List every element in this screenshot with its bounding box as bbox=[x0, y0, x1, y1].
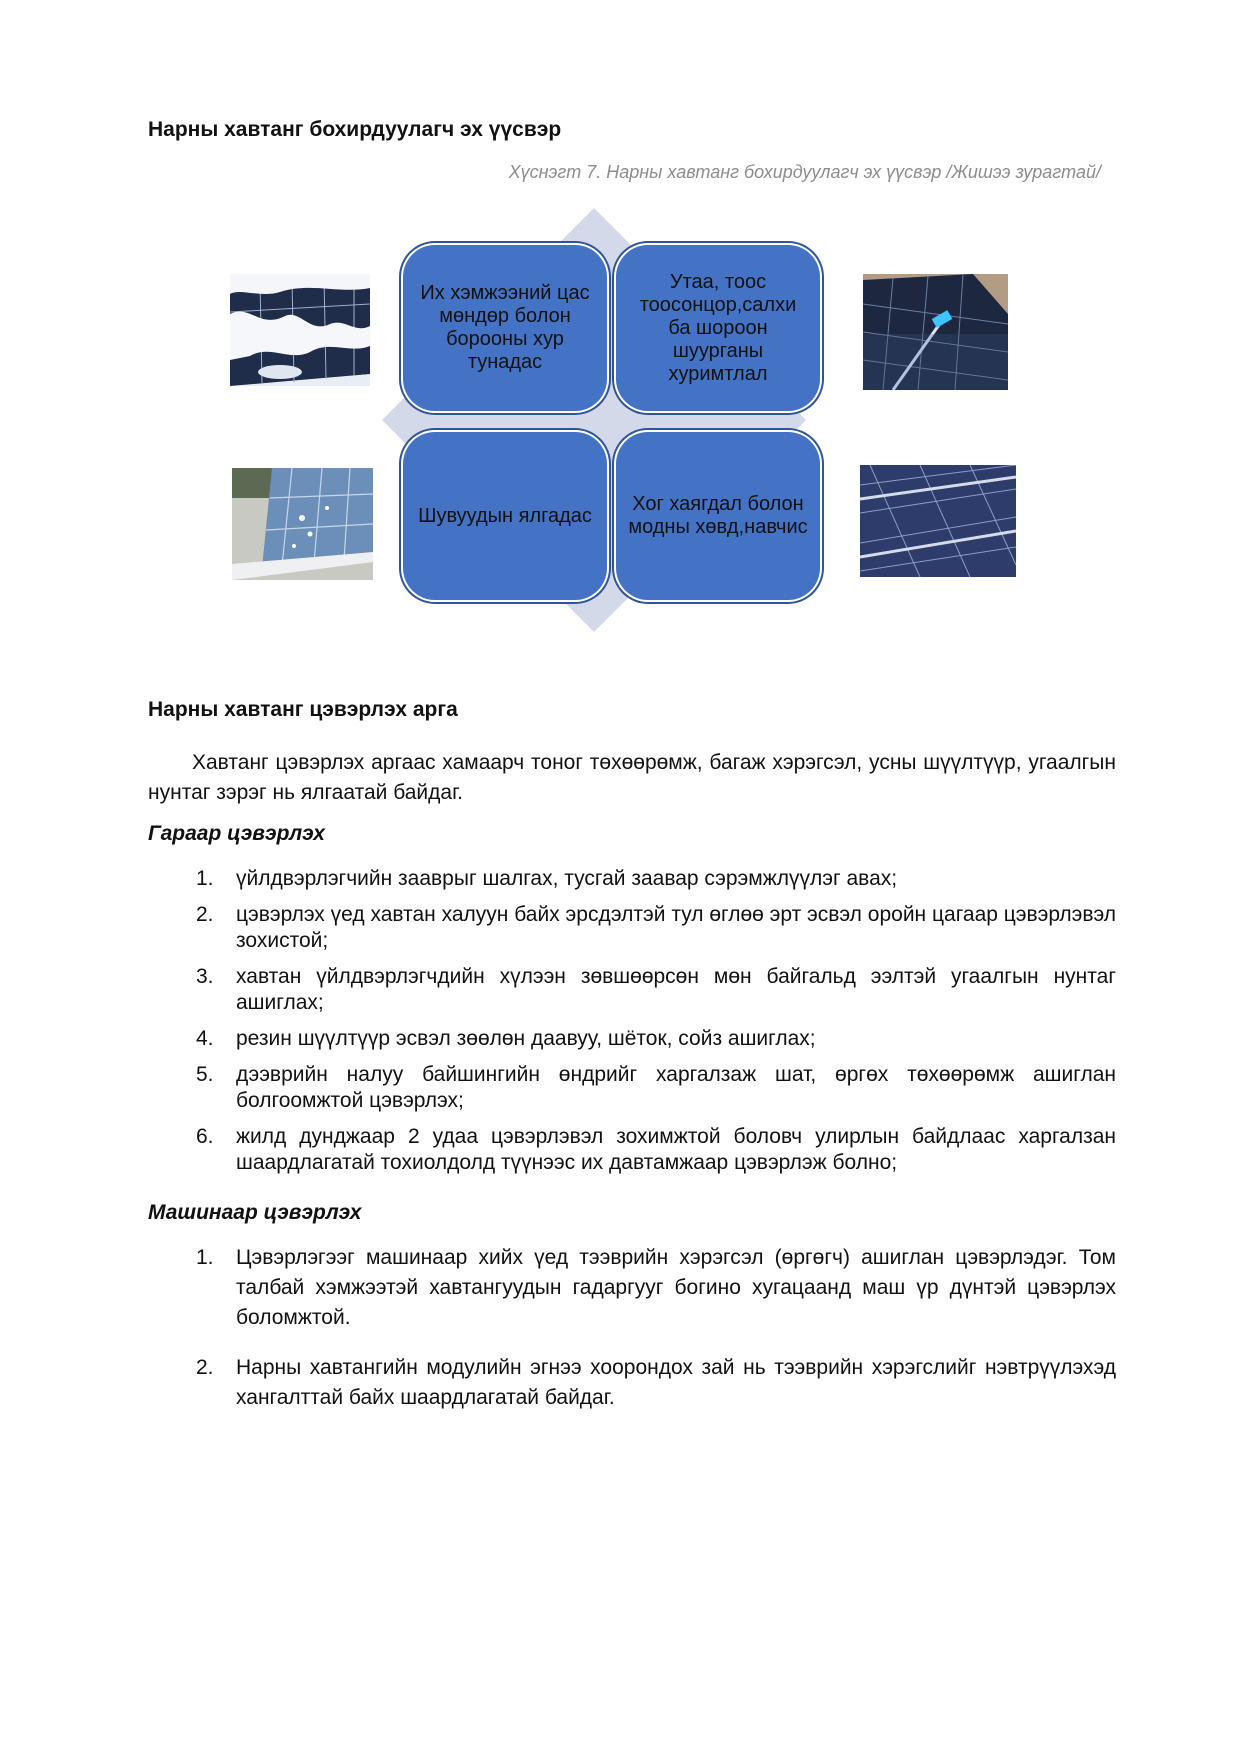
cleaning-brush-panel-photo bbox=[863, 274, 1008, 390]
diagram-box-dust-smoke: Утаа, тоос тоосонцор,салхи ба шороон шуурганы хуримтлал bbox=[616, 245, 820, 411]
bird-droppings-panel-photo bbox=[232, 468, 373, 580]
section-heading-cleaning-methods: Нарны хавтанг цэвэрлэх арга bbox=[148, 698, 458, 721]
table-caption: Хүснэгт 7. Нарны хавтанг бохирдуулагч эх үүсвэр /Жишээ зурагтай/ bbox=[508, 162, 1101, 182]
intro-paragraph: Хавтанг цэвэрлэх аргаас хамаарч тоног төхөөрөмж, багаж хэрэгсэл, усны шүүлтүүр, угаалгын нунтаг зэрэг нь ялгаатай байдаг. bbox=[148, 751, 1116, 804]
machine-cleaning-list bbox=[148, 1243, 1116, 1433]
list-item: 6. жилд дунджаар 2 удаа цэвэрлэвэл зохимжтой боловч улирлын байдлаас харгалзан шаардлагатай тохиолдолд түүнээс их давтамжаар цэвэрлэж болно; bbox=[196, 1125, 1116, 1174]
manual-cleaning-heading: Гараар цэвэрлэх bbox=[148, 822, 325, 845]
list-item: 2. Нарны хавтангийн модулийн эгнээ хоорондох зай нь тээврийн хэрэгслийг нэвтрүүлэхэд хангалттай байх шаардлагатай байдаг. bbox=[196, 1356, 1116, 1409]
diagram-box-bird-droppings: Шувуудын ялгадас bbox=[403, 432, 607, 600]
list-item: 3. хавтан үйлдвэрлэгчдийн хүлээн зөвшөөрсөн мөн байгальд ээлтэй угаалгын нунтаг ашиглах; bbox=[196, 965, 1116, 1014]
diagram-box-leaves-moss: Хог хаягдал болон модны хөвд,навчис bbox=[616, 432, 820, 600]
list-item: 1. Цэвэрлэгээг машинаар хийх үед тээврийн хэрэгсэл (өргөгч) ашиглан цэвэрлэдэг. Том талбай хэмжээтэй хавтангуудын гадаргууг богино хугацаанд маш үр дүнтэй цэвэрлэх боломжтой. bbox=[196, 1246, 1116, 1329]
list-item: 1. үйлдвэрлэгчийн зааврыг шалгах, тусгай заавар сэрэмжлүүлэг авах; bbox=[196, 867, 898, 890]
snow-panel-photo bbox=[230, 274, 370, 386]
list-item: 2. цэвэрлэх үед хавтан халуун байх эрсдэлтэй тул өглөө эрт эсвэл оройн цагаар цэвэрлэвэл зохистой; bbox=[196, 903, 1116, 952]
section-heading-pollution-sources: Нарны хавтанг бохирдуулагч эх үүсвэр bbox=[148, 118, 562, 141]
diagram-box-snow-rain: Их хэмжээний цас мөндөр болон борооны хур тунадас bbox=[403, 245, 607, 411]
manual-cleaning-list bbox=[148, 866, 1116, 1186]
machine-cleaning-heading: Машинаар цэвэрлэх bbox=[148, 1201, 362, 1224]
dusty-panels-photo bbox=[860, 465, 1016, 577]
list-item: 5. дээврийн налуу байшингийн өндрийг харгалзаж шат, өргөх төхөөрөмж ашиглан болгоомжтой цэвэрлэх; bbox=[196, 1063, 1116, 1112]
list-item: 4. резин шүүлтүүр эсвэл зөөлөн даавуу, шёток, сойз ашиглах; bbox=[196, 1027, 816, 1050]
